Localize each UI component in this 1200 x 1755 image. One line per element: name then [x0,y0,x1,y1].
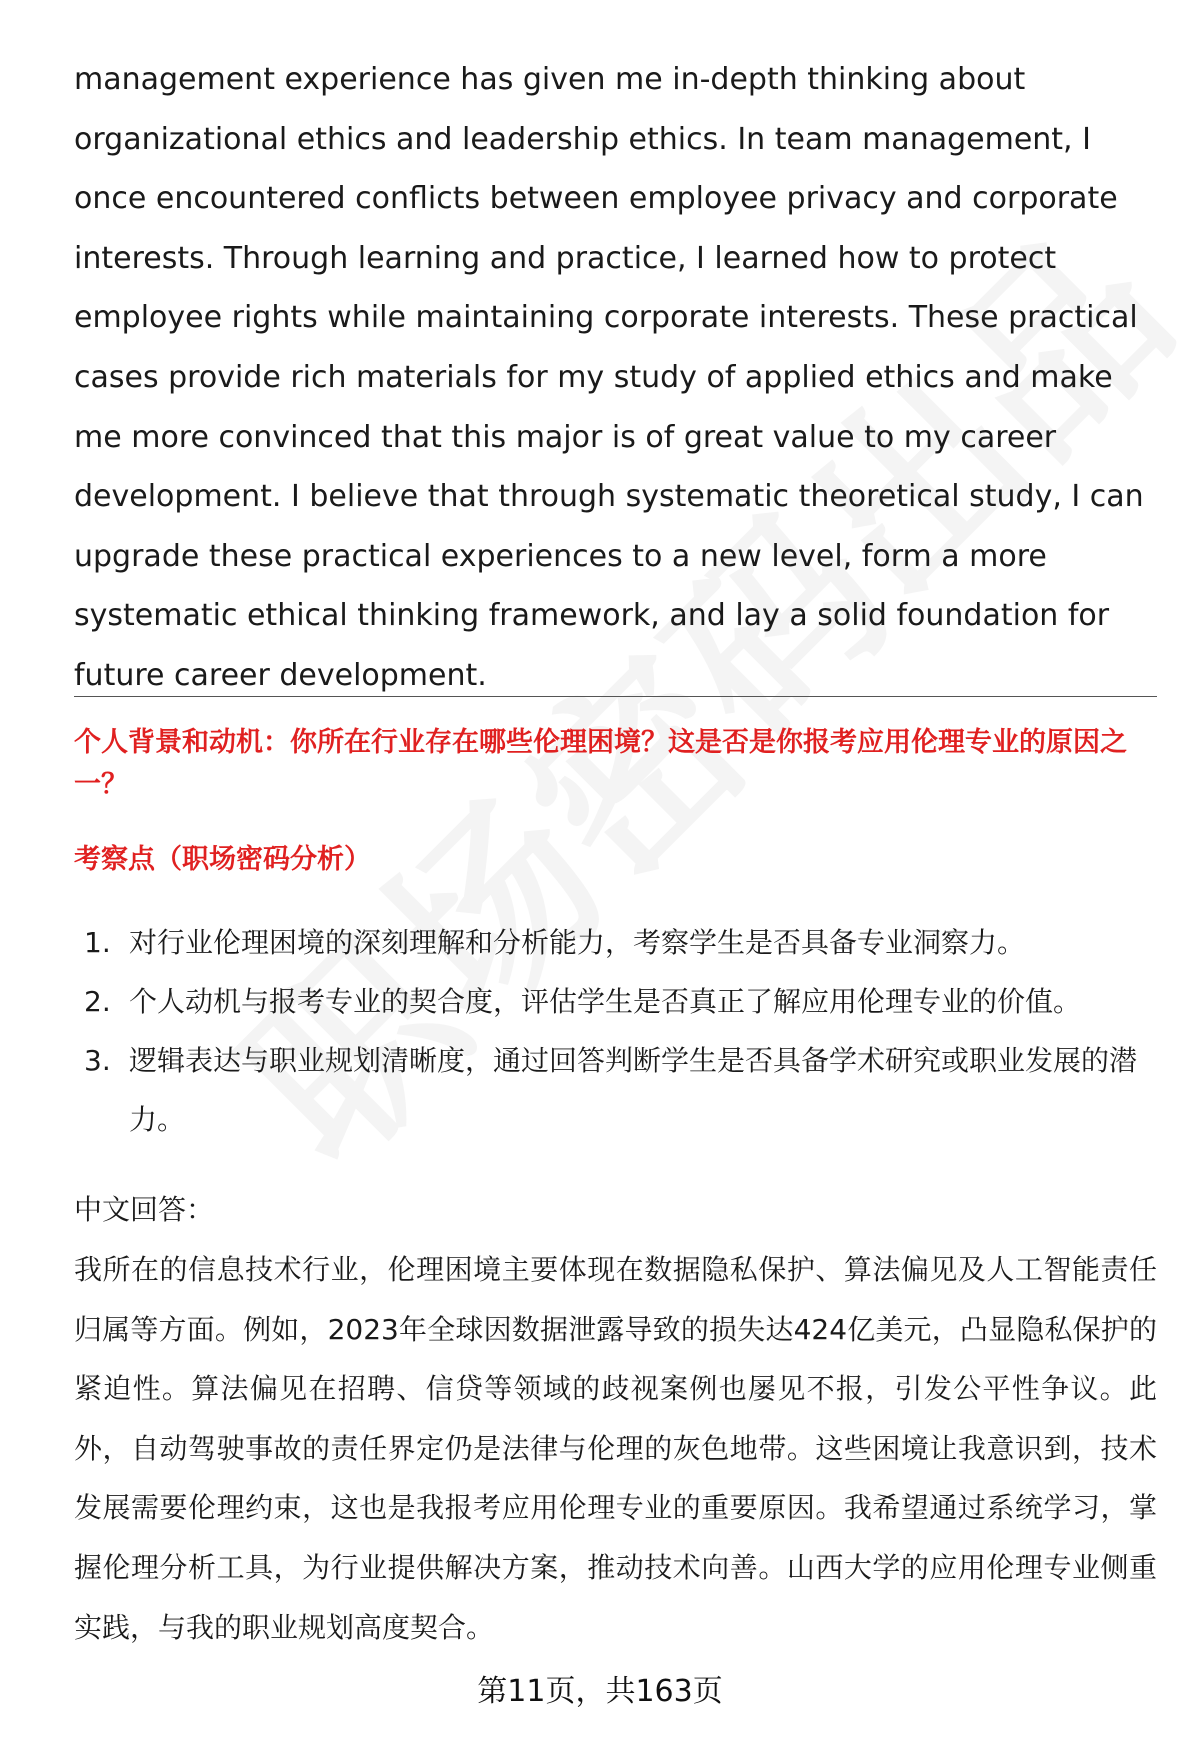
list-item-text: 逻辑表达与职业规划清晰度，通过回答判断学生是否具备学术研究或职业发展的潜力。 [129,1044,1138,1136]
chinese-answer-body: 我所在的信息技术行业，伦理困境主要体现在数据隐私保护、算法偏见及人工智能责任归属等方面。例如，2023年全球因数据泄露导致的损失达424亿美元，凸显隐私保护的紧迫性。算法偏见在招聘、信贷等领域的歧视案例也屡见不报，引发公平性争议。此外，自动驾驶事故的责任界定仍是法律与伦理的灰色地带。这些困境让我意识到，技术发展需要伦理约束，这也是我报考应用伦理专业的重要原因。我希望通过系统学习，掌握伦理分析工具，为行业提供解决方案，推动技术向善。山西大学的应用伦理专业侧重实践，与我的职业规划高度契合。 [74,1253,1157,1644]
list-item [74,972,1157,1031]
chinese-answer-label: 中文回答： [74,1193,215,1226]
list-item-number: 1. [84,926,111,959]
list-item-text: 对行业伦理困境的深刻理解和分析能力，考察学生是否具备专业洞察力。 [129,926,1026,959]
question-heading: 个人背景和动机：你所在行业存在哪些伦理困境？这是否是你报考应用伦理专业的原因之一？ [74,727,1127,800]
list-item-number: 2. [84,985,111,1018]
english-answer-paragraph: management experience has given me in-depth thinking about organizational ethics and leadership ethics. In team management, I once encountered conflicts between employee privacy and corporate interests. Through learning and practice, I learned how to protect employee rights while maintaining corporate interests. These practical cases provide rich materials for my study of applied ethics and make me more convinced that this major is of great value to my career development. I believe that through systematic theoretical study, I can upgrade these practical experiences to a new level, form a more systematic ethical thinking framework, and lay a solid foundation for future career development. [74,62,1144,693]
list-item [74,913,1157,972]
page-number: 第11页，共163页 [477,1674,723,1709]
assessment-points-title: 考察点（职场密码分析） [74,844,371,875]
assessment-points-list [74,913,1157,1149]
list-item-number: 3. [84,1044,111,1077]
list-item-text: 个人动机与报考专业的契合度，评估学生是否真正了解应用伦理专业的价值。 [129,985,1082,1018]
section-divider [74,696,1157,697]
list-item [74,1031,1157,1149]
